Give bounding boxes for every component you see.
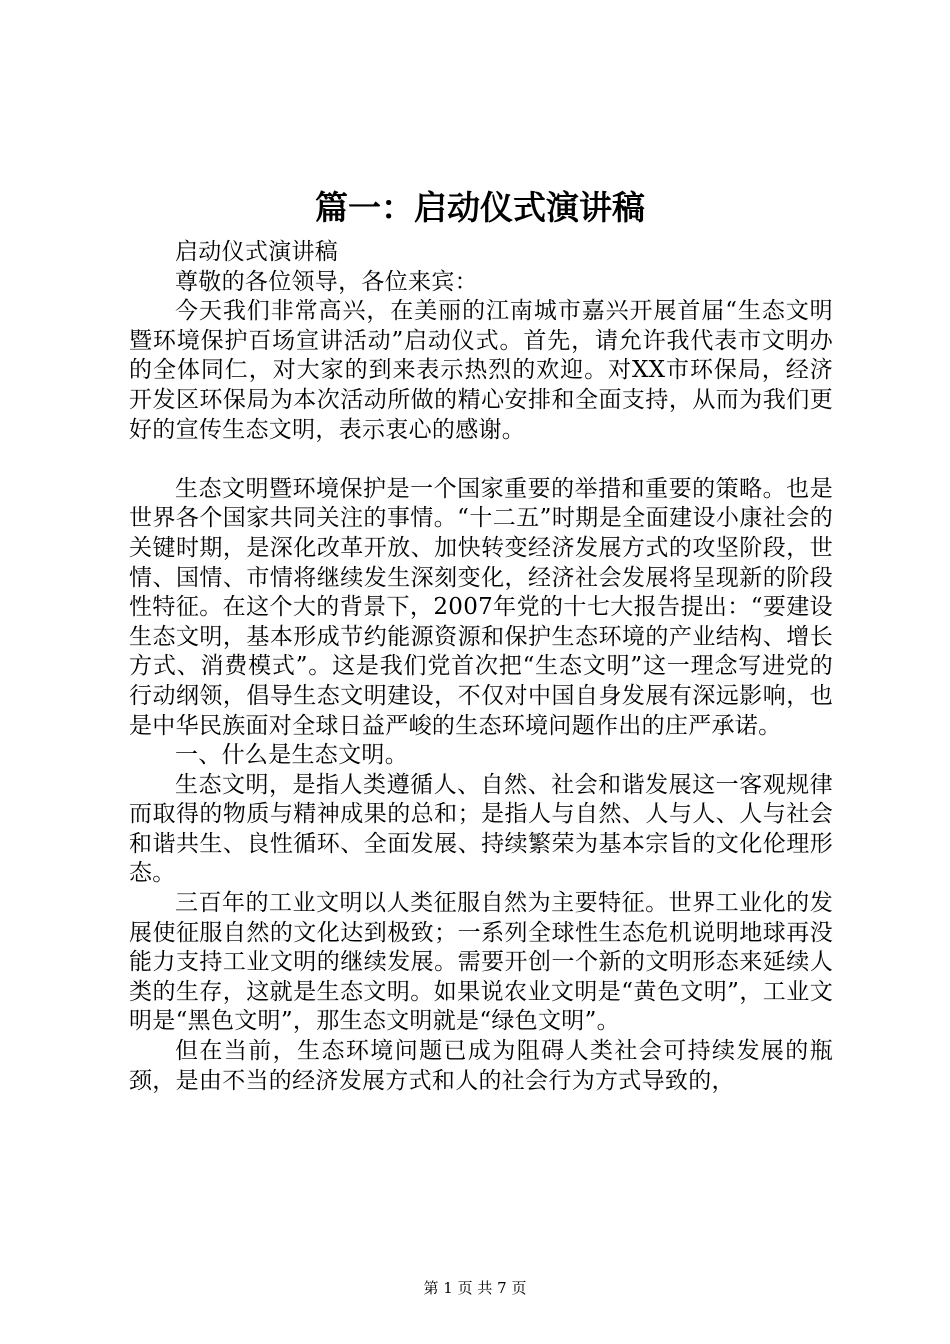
document-title: 篇一：启动仪式演讲稿 xyxy=(315,188,645,227)
page-number: 第 1 页 共 7 页 xyxy=(423,1279,527,1297)
paragraph-current: 但在当前，生态环境问题已成为阻碍人类社会可持续发展的瓶颈，是由不当的经济发展方式和人的社会行为方式导致的， xyxy=(129,1038,833,1094)
paragraph-spacer xyxy=(129,445,833,475)
paragraph-salutation: 尊敬的各位领导，各位来宾： xyxy=(175,268,478,295)
paragraph-opening: 今天我们非常高兴，在美丽的江南城市嘉兴开展首届“生态文明暨环境保护百场宣讲活动”启动仪式。首先，请允许我代表市文明办的全体同仁，对大家的到来表示热烈的欢迎。对XX市环保局，经济开发区环保局为本次活动所做的精心安排和全面支持，从而为我们更好的宣传生态文明，表示衷心的感谢。 xyxy=(129,298,833,443)
paragraph-background: 生态文明暨环境保护是一个国家重要的举措和重要的策略。也是世界各个国家共同关注的事情。“十二五”时期是全面建设小康社会的关键时期，是深化改革开放、加快转变经济发展方式的攻坚阶段，世情、国情、市情将继续发生深刻变化，经济社会发展将呈现新的阶段性特征。在这个大的背景下，2007年党的十七大报告提出：“要建设生态文明，基本形成节约能源资源和保护生态环境的产业结构、增长方式、消费模式”。这是我们党首次把“生态文明”这一理念写进党的行动纲领，倡导生态文明建设，不仅对中国自身发展有深远影响，也是中华民族面对全球日益严峻的生态环境问题作出的庄严承诺。 xyxy=(129,475,833,739)
paragraph-definition: 生态文明，是指人类遵循人、自然、社会和谐发展这一客观规律而取得的物质与精神成果的总和；是指人与自然、人与人、人与社会和谐共生、良性循环、全面发展、持续繁荣为基本宗旨的文化伦理形态。 xyxy=(129,771,833,887)
section-heading: 一、什么是生态文明。 xyxy=(175,742,408,769)
document-body xyxy=(129,238,833,1096)
paragraph-industrial: 三百年的工业文明以人类征服自然为主要特征。世界工业化的发展使征服自然的文化达到极致；一系列全球性生态危机说明地球再没能力支持工业文明的继续发展。需要开创一个新的文明形态来延续人类的生存，这就是生态文明。如果说农业文明是“黄色文明”，工业文明是“黑色文明”，那生态文明就是“绿色文明”。 xyxy=(129,890,833,1035)
paragraph-heading-repeat: 启动仪式演讲稿 xyxy=(175,239,339,265)
